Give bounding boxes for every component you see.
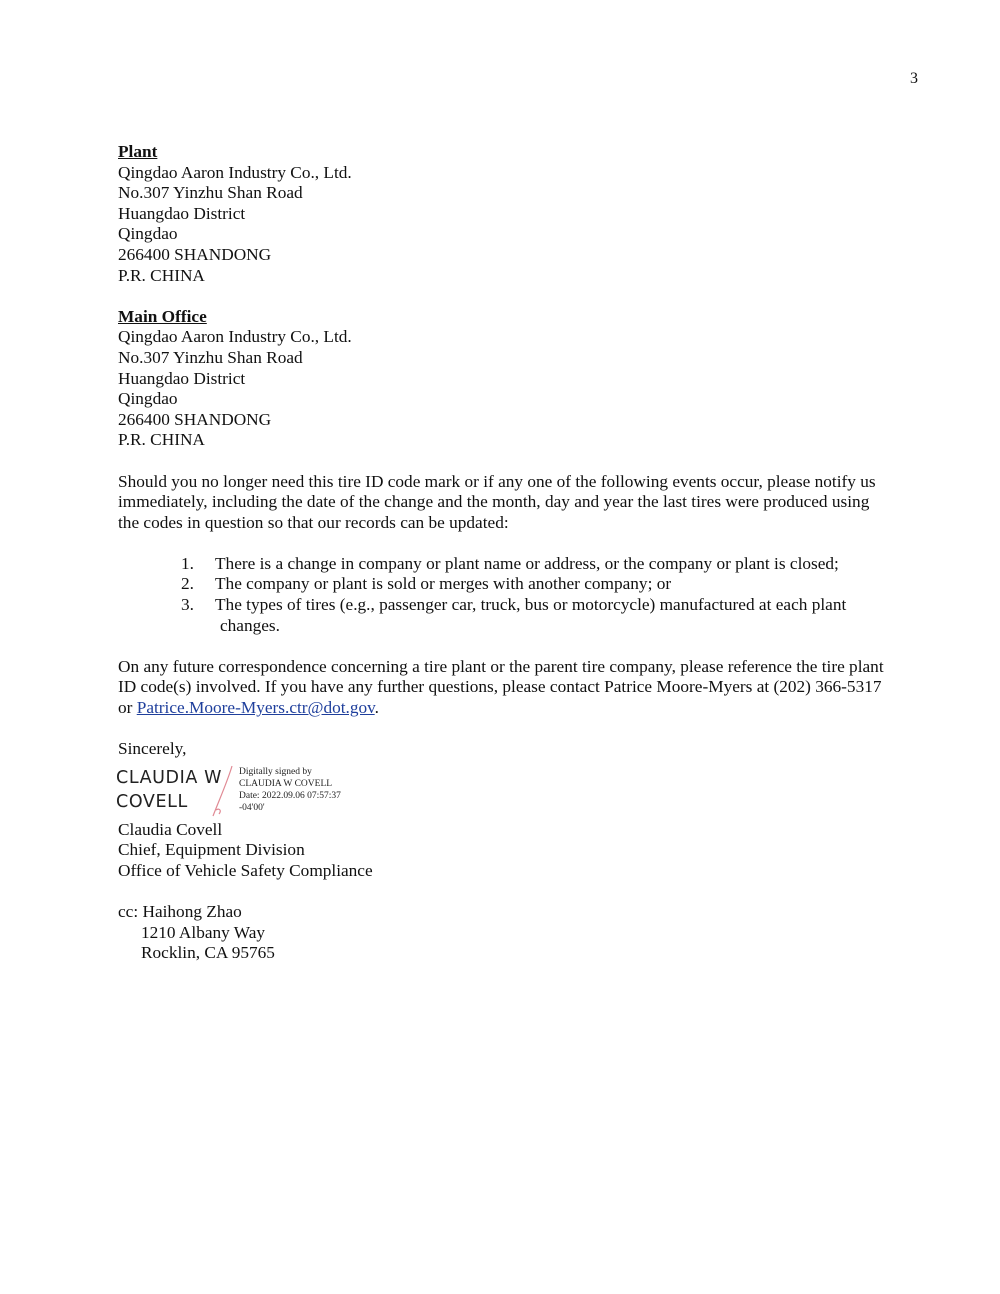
closing: Sincerely,: [118, 739, 187, 759]
plant-address: [118, 142, 918, 286]
signature-name-line: COVELL: [116, 791, 188, 812]
signature-stamp-line: Date: 2022.09.06 07:57:37: [239, 790, 341, 801]
list-text: [215, 595, 918, 636]
event-list: [118, 554, 918, 636]
plant-address-line: 266400 SHANDONG: [118, 244, 272, 264]
signer-title: Chief, Equipment Division: [118, 840, 305, 860]
office-address-line: Huangdao District: [118, 368, 246, 388]
main-office-address: [118, 307, 918, 451]
reference-paragraph: [118, 657, 918, 719]
paragraph-line: the codes in question so that our records can be updated:: [118, 512, 509, 532]
line-prefix: or: [118, 698, 137, 718]
plant-address-line: Qingdao Aaron Industry Co., Ltd.: [118, 162, 352, 182]
letter-body: [118, 142, 918, 985]
main-office-heading: Main Office: [118, 306, 207, 326]
signature-stamp: [239, 766, 341, 814]
list-number: 1.: [181, 553, 194, 573]
signature-name-line: CLAUDIA W: [116, 767, 223, 788]
page-number: 3: [910, 70, 918, 87]
cc-block: [118, 902, 918, 964]
signer-block: [118, 820, 918, 882]
plant-address-line: No.307 Yinzhu Shan Road: [118, 183, 303, 203]
signer-name: Claudia Covell: [118, 819, 223, 839]
office-address-line: Qingdao: [118, 389, 178, 409]
plant-address-line: Huangdao District: [118, 203, 246, 223]
signature-name: [116, 766, 222, 814]
office-address-line: Qingdao Aaron Industry Co., Ltd.: [118, 327, 352, 347]
plant-address-line: P.R. CHINA: [118, 265, 205, 285]
signer-office: Office of Vehicle Safety Compliance: [118, 861, 373, 880]
list-number: 3.: [181, 595, 194, 615]
cc-label: cc: Haihong Zhao: [118, 902, 242, 922]
list-number: 2.: [181, 574, 194, 594]
list-text: The company or plant is sold or merges with another company; or: [215, 574, 672, 594]
list-item: [118, 554, 918, 575]
notify-paragraph: [118, 472, 918, 534]
office-address-line: P.R. CHINA: [118, 430, 205, 450]
digital-signature: [118, 766, 918, 820]
paragraph-line: ID code(s) involved. If you have any further questions, please contact Patrice Moore-Myers at (202) 366-5317: [118, 677, 882, 697]
list-item: [118, 595, 918, 636]
signature-stamp-line: CLAUDIA W COVELL: [239, 778, 333, 789]
line-suffix: .: [374, 698, 379, 718]
signature-mark-icon: [210, 764, 242, 820]
cc-address-line: Rocklin, CA 95765: [141, 943, 275, 963]
paragraph-line: On any future correspondence concerning a tire plant or the parent tire company, please reference the tire plant: [118, 656, 884, 676]
list-text-line: changes.: [220, 615, 280, 635]
cc-address-line: 1210 Albany Way: [141, 922, 266, 942]
paragraph-line: immediately, including the date of the change and the month, day and year the last tires were produced using: [118, 492, 870, 512]
office-address-line: 266400 SHANDONG: [118, 409, 272, 429]
list-text: There is a change in company or plant name or address, or the company or plant is closed;: [215, 553, 839, 573]
paragraph-line: [118, 698, 918, 719]
plant-heading: Plant: [118, 142, 158, 161]
list-text-line: The types of tires (e.g., passenger car, truck, bus or motorcycle) manufactured at each plant: [215, 595, 847, 615]
signature-stamp-line: Digitally signed by: [239, 766, 312, 777]
office-address-line: No.307 Yinzhu Shan Road: [118, 347, 303, 367]
email-link[interactable]: Patrice.Moore-Myers.ctr@dot.gov: [136, 698, 375, 718]
list-item: [118, 574, 918, 595]
plant-address-line: Qingdao: [118, 224, 178, 244]
paragraph-line: Should you no longer need this tire ID code mark or if any one of the following events occur, please notify us: [118, 471, 876, 491]
signature-stamp-line: -04'00': [239, 802, 265, 813]
